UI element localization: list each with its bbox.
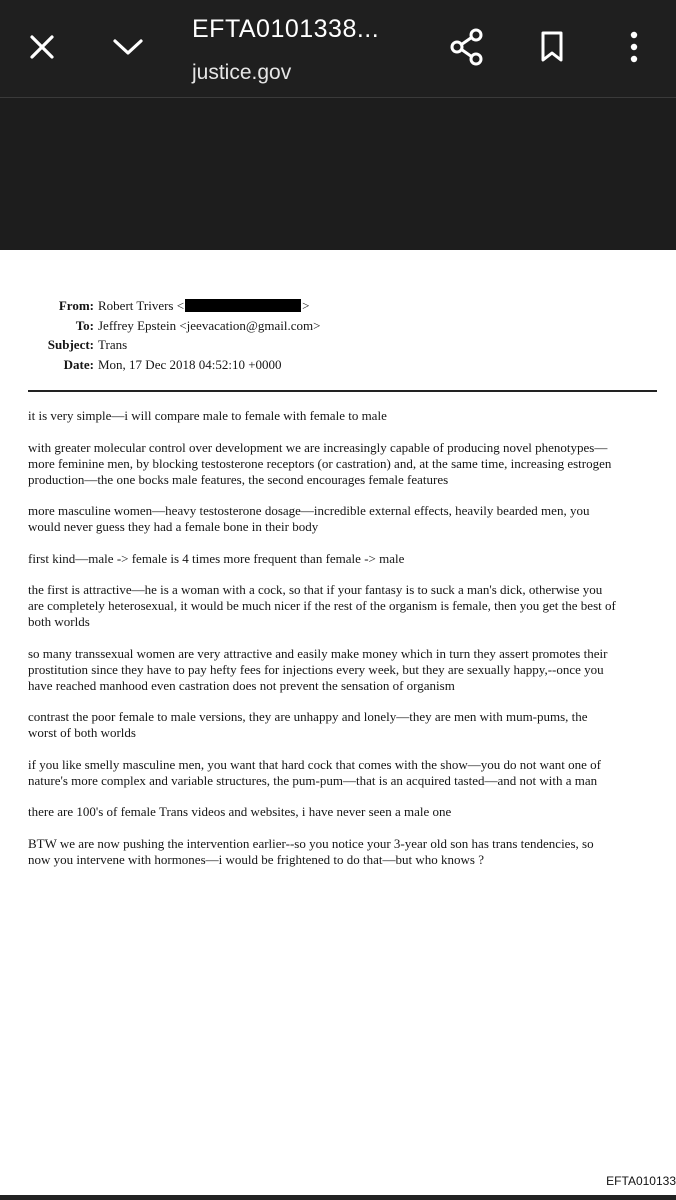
app-bar xyxy=(0,0,676,98)
body-paragraph: the first is attractive—he is a woman with a cock, so that if your fantasy is to suck a man's dick, otherwise you are completely heterosexual, it would be much nicer if the rest of the organism is female, then you get the best of both worlds xyxy=(28,582,616,629)
body-paragraph: it is very simple—i will compare male to female with female to male xyxy=(28,408,387,423)
date-label: Date: xyxy=(63,356,94,372)
document-id-footer: EFTA010133 xyxy=(606,1174,676,1188)
email-headers xyxy=(20,296,620,374)
to-row xyxy=(20,316,620,336)
body-paragraph: so many transsexual women are very attractive and easily make money which in turn they assert promotes their prostitution since they have to pay hefty fees for injections every week, but they are sexually happy,--once you have reached manhood even castration does not prevent the sensation of organism xyxy=(28,645,608,693)
to-label: To: xyxy=(75,317,94,333)
to-value: Jeffrey Epstein <jeevacation@gmail.com> xyxy=(98,317,321,333)
body-paragraph: if you like smelly masculine men, you want that hard cock that comes with the show—you do not want one of nature's more complex and variable structures, the pum-pum—that is an acquired tasted—and not with a man xyxy=(28,756,601,788)
from-label: From: xyxy=(58,298,94,313)
more-vert-icon xyxy=(629,30,639,64)
from-name: Robert Trivers < xyxy=(98,298,185,313)
chevron-down-icon xyxy=(111,35,145,59)
body-paragraph: first kind—male -> female is 4 times more frequent than female -> male xyxy=(28,550,405,566)
subject-value: Trans xyxy=(98,337,128,352)
bookmark-button[interactable] xyxy=(528,23,576,71)
header-divider xyxy=(28,390,657,392)
bottom-edge-bar xyxy=(0,1195,676,1200)
from-row xyxy=(20,296,620,316)
body-paragraph: with greater molecular control over development we are increasingly capable of producing novel phenotypes— more feminine men, by blocking testosterone receptors (or castration) and, at the same time, increasing estrogen production—the one bocks male features, the second encourages female features xyxy=(28,439,612,487)
page-title: EFTA0101338... xyxy=(192,15,380,43)
body-paragraph: contrast the poor female to male versions, they are unhappy and lonely—they are men with mum-pums, the worst of both worlds xyxy=(28,709,588,740)
subject-row xyxy=(20,335,620,355)
bookmark-icon xyxy=(538,30,566,64)
toolbar-shadow-band xyxy=(0,98,676,250)
body-paragraph: there are 100's of female Trans videos and websites, i have never seen a male one xyxy=(28,804,452,819)
date-value: Mon, 17 Dec 2018 04:52:10 +0000 xyxy=(98,356,282,372)
from-end: > xyxy=(302,298,310,313)
email-body xyxy=(28,408,676,883)
body-paragraph: BTW we are now pushing the intervention earlier--so you notice your 3-year old son has trans tendencies, so now you intervene with hormones—i would be frightened to do that—but who knows ? xyxy=(28,835,594,867)
close-button[interactable] xyxy=(18,23,66,71)
subject-label: Subject: xyxy=(47,337,94,352)
share-button[interactable] xyxy=(443,23,491,71)
page-domain: justice.gov xyxy=(192,61,292,84)
title-block xyxy=(192,14,422,86)
from-value xyxy=(98,296,309,316)
collapse-button[interactable] xyxy=(104,23,152,71)
body-paragraph: more masculine women—heavy testosterone dosage—incredible external effects, heavily bearded men, you would never guess they had a female bone in their body xyxy=(28,503,590,534)
date-row xyxy=(20,355,620,375)
document-page[interactable] xyxy=(0,250,676,1200)
more-options-button[interactable] xyxy=(610,23,658,71)
redaction-bar xyxy=(185,299,301,312)
share-icon xyxy=(449,28,485,66)
close-icon xyxy=(27,32,57,62)
